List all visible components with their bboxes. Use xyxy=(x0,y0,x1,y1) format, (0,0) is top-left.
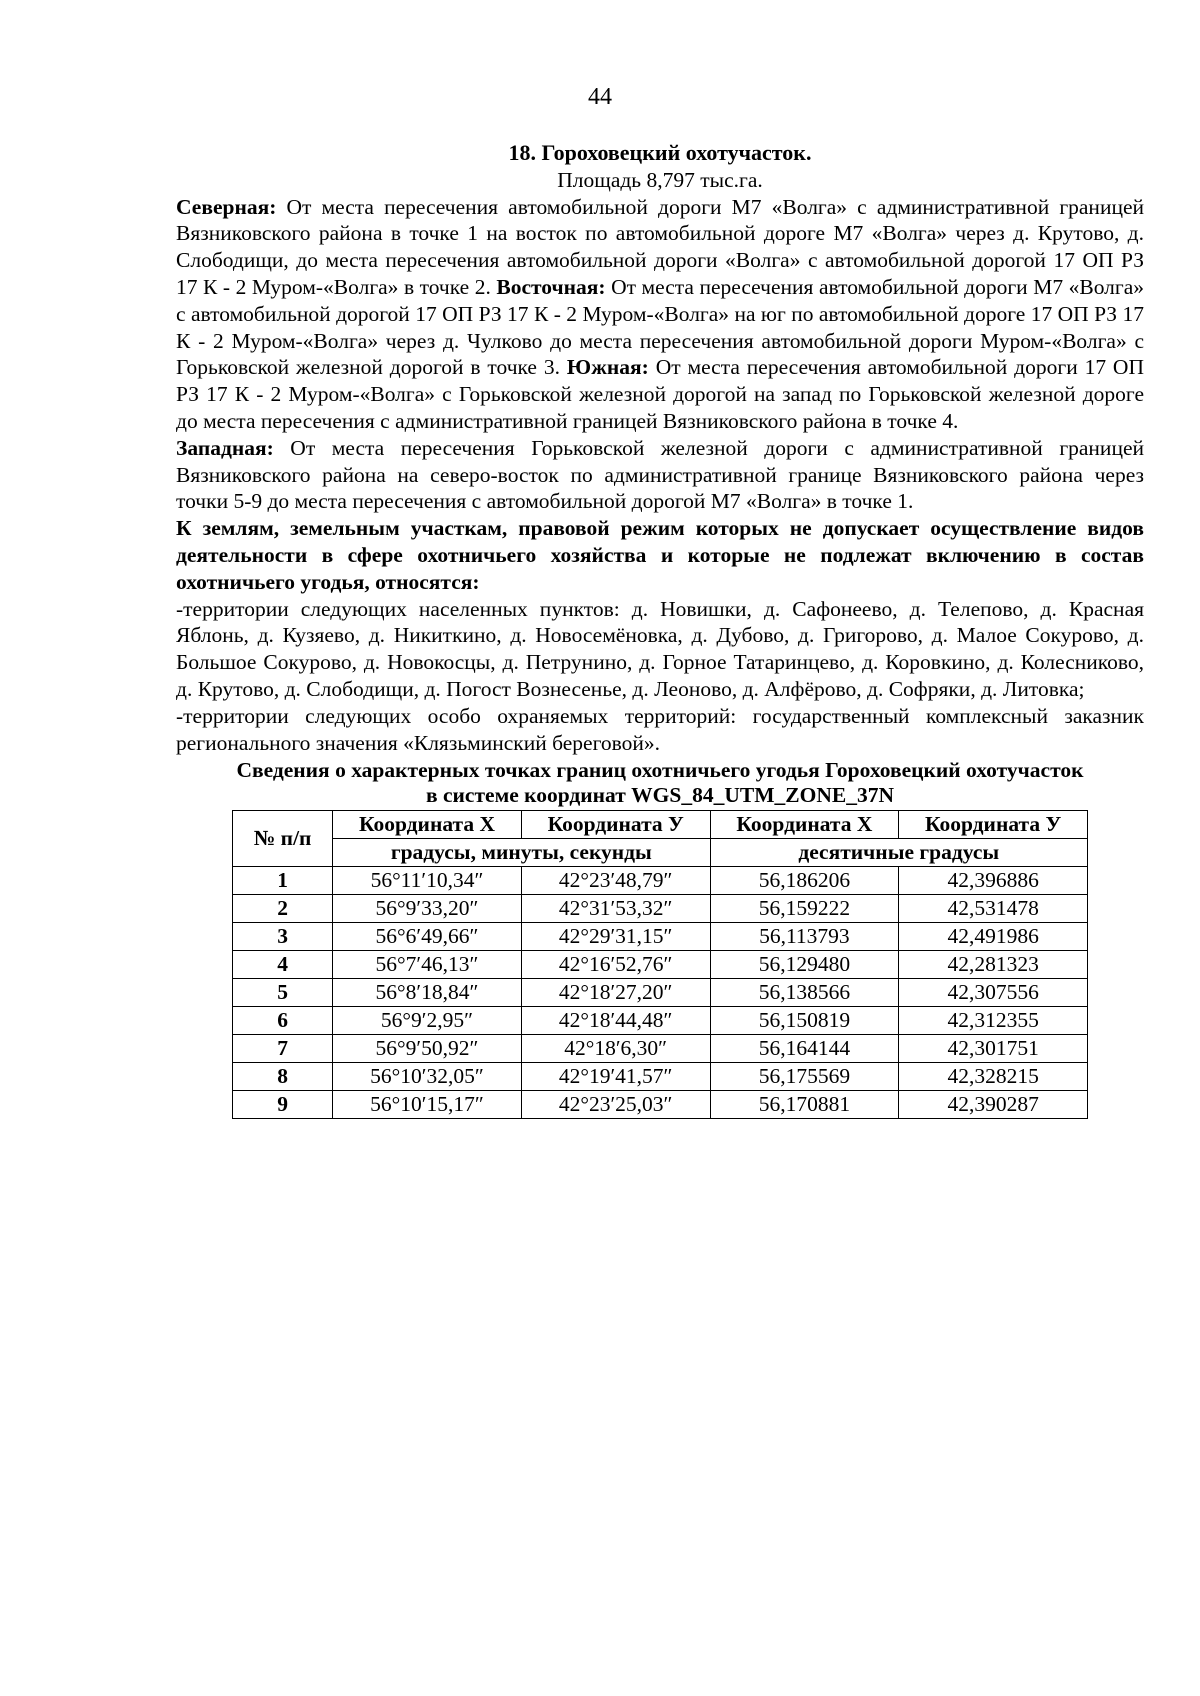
cell-y-dms: 42°31′53,32″ xyxy=(521,895,710,923)
col-y-dms-header: Координата У xyxy=(521,811,710,839)
cell-x-dms: 56°9′33,20″ xyxy=(333,895,522,923)
cell-y-dec: 42,328215 xyxy=(899,1063,1088,1091)
cell-x-dec: 56,159222 xyxy=(710,895,899,923)
section-title: 18. Гороховецкий охотучасток. xyxy=(508,140,812,165)
cell-num: 2 xyxy=(233,895,333,923)
cell-x-dms: 56°7′46,13″ xyxy=(333,951,522,979)
cell-num: 7 xyxy=(233,1035,333,1063)
cell-num: 8 xyxy=(233,1063,333,1091)
cell-y-dec: 42,301751 xyxy=(899,1035,1088,1063)
cell-x-dms: 56°10′32,05″ xyxy=(333,1063,522,1091)
cell-x-dms: 56°6′49,66″ xyxy=(333,923,522,951)
cell-x-dec: 56,113793 xyxy=(710,923,899,951)
cell-y-dec: 42,491986 xyxy=(899,923,1088,951)
west-text: От места пересечения Горьковской железной дороги с административной границей Вязниковского района на северо-восток по административной границе Вязниковского района через точки 5-9 до места пересечения с автомобильной дорогой М7 «Волга» в точке 1. xyxy=(176,435,1144,514)
cell-y-dms: 42°18′6,30″ xyxy=(521,1035,710,1063)
cell-y-dms: 42°16′52,76″ xyxy=(521,951,710,979)
cell-x-dms: 56°11′10,34″ xyxy=(333,867,522,895)
sub-dec-header: десятичные градусы xyxy=(710,839,1087,867)
table-row xyxy=(233,1007,1088,1035)
cell-x-dec: 56,175569 xyxy=(710,1063,899,1091)
cell-x-dms: 56°9′50,92″ xyxy=(333,1035,522,1063)
table-row xyxy=(233,895,1088,923)
cell-y-dms: 42°23′25,03″ xyxy=(521,1091,710,1119)
cell-x-dms: 56°8′18,84″ xyxy=(333,979,522,1007)
boundaries-paragraph xyxy=(176,194,1144,435)
cell-num: 4 xyxy=(233,951,333,979)
table-row xyxy=(233,1091,1088,1119)
cell-y-dms: 42°23′48,79″ xyxy=(521,867,710,895)
document-body xyxy=(176,140,1144,1119)
cell-y-dms: 42°29′31,15″ xyxy=(521,923,710,951)
table-row xyxy=(233,979,1088,1007)
west-paragraph xyxy=(176,435,1144,515)
cell-y-dec: 42,390287 xyxy=(899,1091,1088,1119)
cell-num: 1 xyxy=(233,867,333,895)
north-text: От места пересечения автомобильной дороги М7 «Волга» с административной границей Вязниковского района в точке 1 на восток по автомобильной дороге М7 «Волга» через д. Крутово, д. Слободищи, до места пересечения автомобильной дороги «Волга» с автомобильной дорогой 17 ОП РЗ 17 К - 2 Муром-«Волга» в точке 2. xyxy=(176,194,1144,299)
cell-x-dms: 56°9′2,95″ xyxy=(333,1007,522,1035)
cell-y-dms: 42°18′27,20″ xyxy=(521,979,710,1007)
table-row xyxy=(233,1035,1088,1063)
table-caption-line2: в системе координат WGS_84_UTM_ZONE_37N xyxy=(426,783,894,808)
cell-y-dec: 42,307556 xyxy=(899,979,1088,1007)
table-header-row xyxy=(233,811,1088,839)
cell-num: 9 xyxy=(233,1091,333,1119)
north-label: Северная: xyxy=(176,194,277,219)
col-x-dec-header: Координата X xyxy=(710,811,899,839)
cell-y-dms: 42°19′41,57″ xyxy=(521,1063,710,1091)
east-text: От места пересечения автомобильной дороги М7 «Волга» с автомобильной дорогой 17 ОП РЗ 17 К - 2 Муром-«Волга» на юг по автомобильной дороге 17 ОП РЗ 17 К - 2 Муром-«Волга» через д. Чулково до места пересечения автомобильной дороги Муром-«Волга» с Горьковской железной дорогой в точке 3. xyxy=(176,274,1144,380)
cell-x-dec: 56,129480 xyxy=(710,951,899,979)
col-x-dms-header: Координата X xyxy=(333,811,522,839)
exclusions-heading: К землям, земельным участкам, правовой режим которых не допускает осуществление видов деятельности в сфере охотничьего хозяйства и которые не подлежат включению в состав охотничьего угодья, относятся: xyxy=(176,516,1144,594)
table-body xyxy=(233,867,1088,1119)
cell-y-dec: 42,396886 xyxy=(899,867,1088,895)
coordinates-table xyxy=(232,810,1088,1119)
cell-y-dec: 42,531478 xyxy=(899,895,1088,923)
sub-dms-header: градусы, минуты, секунды xyxy=(333,839,710,867)
west-label: Западная: xyxy=(176,435,274,460)
cell-x-dec: 56,164144 xyxy=(710,1035,899,1063)
cell-y-dec: 42,312355 xyxy=(899,1007,1088,1035)
south-text: От места пересечения автомобильной дороги 17 ОП РЗ 17 К - 2 Муром-«Волга» с Горьковской железной дорогой на запад по Горьковской железной дороге до места пересечения с административной границей Вязниковского района в точке 4. xyxy=(176,355,1144,433)
area-line: Площадь 8,797 тыс.га. xyxy=(557,167,763,192)
cell-y-dms: 42°18′44,48″ xyxy=(521,1007,710,1035)
cell-x-dec: 56,138566 xyxy=(710,979,899,1007)
page-number: 44 xyxy=(588,84,612,110)
cell-x-dec: 56,170881 xyxy=(710,1091,899,1119)
cell-num: 6 xyxy=(233,1007,333,1035)
table-row xyxy=(233,867,1088,895)
table-row xyxy=(233,923,1088,951)
col-y-dec-header: Координата У xyxy=(899,811,1088,839)
south-label: Южная: xyxy=(566,355,649,380)
cell-y-dec: 42,281323 xyxy=(899,951,1088,979)
table-row xyxy=(233,951,1088,979)
cell-num: 3 xyxy=(233,923,333,951)
table-caption xyxy=(176,758,1144,808)
cell-x-dec: 56,150819 xyxy=(710,1007,899,1035)
table-row xyxy=(233,1063,1088,1091)
col-num-header: № п/п xyxy=(233,811,333,867)
protected-paragraph: -территории следующих особо охраняемых территорий: государственный комплексный заказник регионального значения «Клязьминский береговой». xyxy=(176,703,1144,755)
cell-num: 5 xyxy=(233,979,333,1007)
east-label: Восточная: xyxy=(496,274,606,299)
table-caption-line1: Сведения о характерных точках границ охотничьего угодья Гороховецкий охотучасток xyxy=(236,758,1084,783)
cell-x-dms: 56°10′15,17″ xyxy=(333,1091,522,1119)
settlements-paragraph: -территории следующих населенных пунктов: д. Новишки, д. Сафонеево, д. Телепово, д. Красная Яблонь, д. Кузяево, д. Никиткино, д. Новосемёновка, д. Дубово, д. Григорово, д. Малое Сокурово, д. Большое Сокурово, д. Новокосцы, д. Петрунино, д. Горное Татаринцево, д. Коровкино, д. Колесниково, д. Крутово, д. Слободищи, д. Погост Вознесенье, д. Леоново, д. Алфёрово, д. Софряки, д. Литовка; xyxy=(176,596,1144,701)
table-subheader-row xyxy=(233,839,1088,867)
cell-x-dec: 56,186206 xyxy=(710,867,899,895)
